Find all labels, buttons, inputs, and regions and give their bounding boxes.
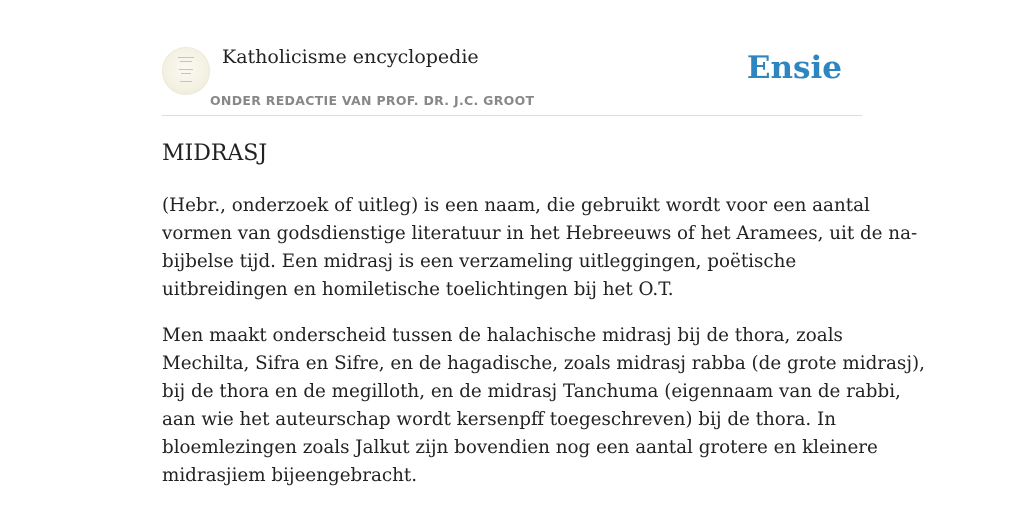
editor-subtitle: ONDER REDACTIE VAN PROF. DR. J.C. GROOT [210,93,535,108]
paragraph-line: aan wie het auteurschap wordt kersenpff toegeschreven) bij de thora. In [162,409,837,430]
cover-text-line [178,57,194,58]
paragraph-line: bij de thora en de megilloth, en de midrasj Tanchuma (eigennaam van de rabbi, [162,381,901,402]
paragraph-line: uitbreidingen en homiletische toelichtingen bij het O.T. [162,279,674,300]
paragraph-line: (Hebr., onderzoek of uitleg) is een naam, die gebruikt wordt voor een aantal [162,195,870,216]
paragraph-line: vormen van godsdienstige literatuur in het Hebreeuws of het Aramees, uit de na- [162,223,918,244]
paragraph-line: Men maakt onderscheid tussen de halachische midrasj bij de thora, zoals [162,325,843,346]
cover-text-line [180,81,192,82]
ensie-logo[interactable]: Ensie [746,50,842,86]
book-title[interactable]: Katholicisme encyclopedie [222,46,479,68]
paragraph [162,322,925,490]
entry-title: MIDRASJ [162,141,268,166]
paragraph-line: Mechilta, Sifra en Sifre, en de hagadische, zoals midrasj rabba (de grote midrasj), [162,353,925,374]
paragraph-line: midrasjiem bijeengebracht. [162,465,418,486]
book-cover-icon[interactable] [162,47,210,95]
paragraph [162,192,918,304]
paragraph-line: bijbelse tijd. Een midrasj is een verzameling uitleggingen, poëtische [162,251,797,272]
entry-content [162,192,925,508]
cover-text-line [179,69,193,70]
paragraph-line: bloemlezingen zoals Jalkut zijn bovendien nog een aantal grotere en kleinere [162,437,878,458]
cover-text-line [180,61,192,62]
cover-text-line [181,73,191,74]
header [162,40,862,116]
